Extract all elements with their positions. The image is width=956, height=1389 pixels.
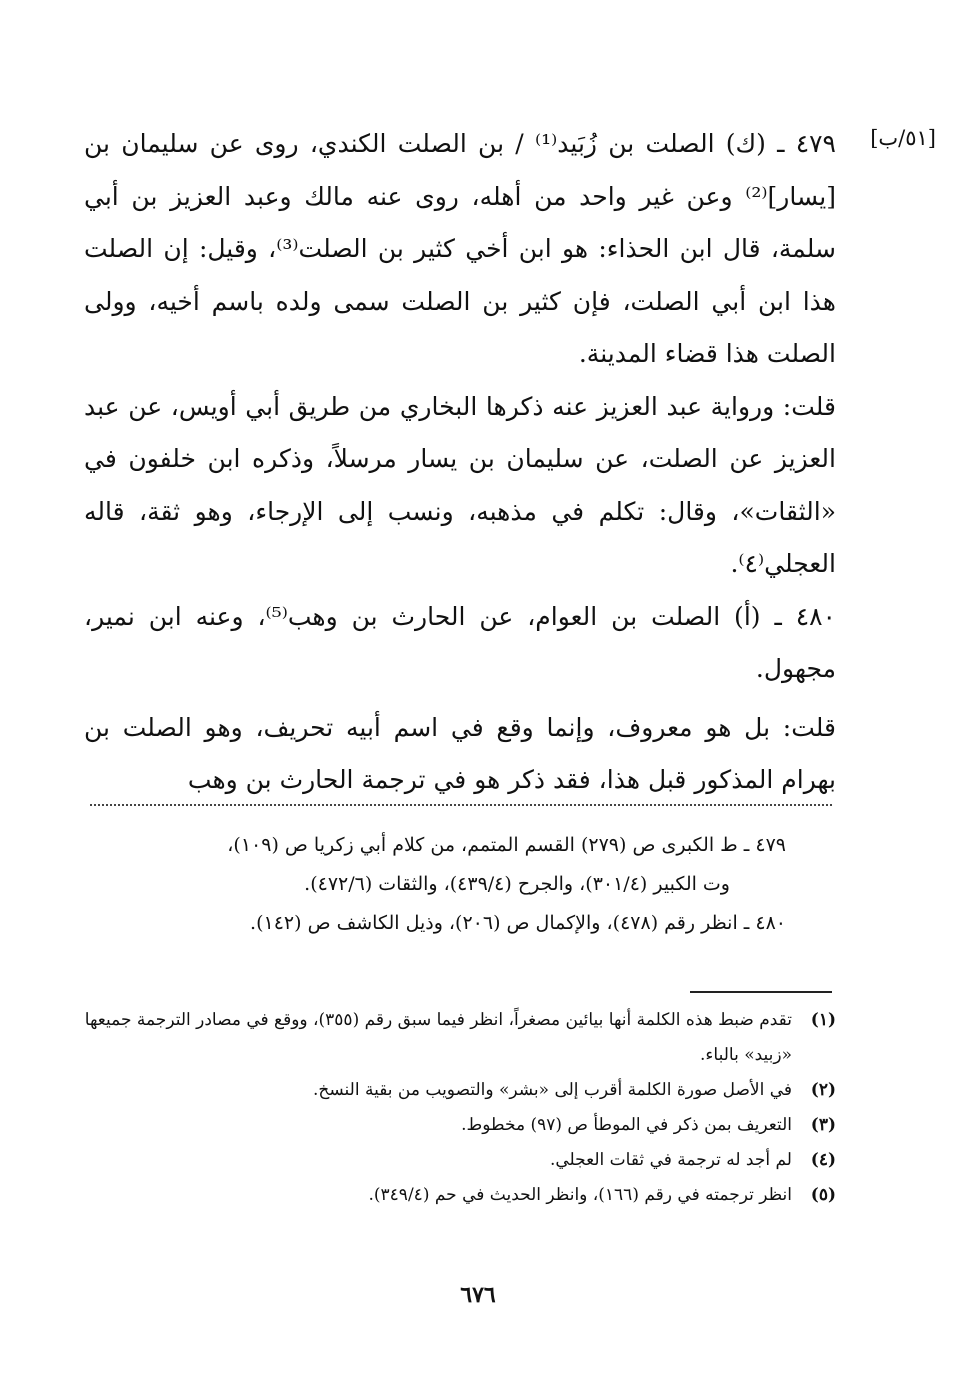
footnote-rule — [690, 991, 832, 993]
entry-480-paragraph: ٤٨٠ ـ (أ) الصلت بن العوام، عن الحارث بن وهب⁽⁵⁾، وعنه ابن نمير، مجهول. — [84, 601, 836, 683]
footnote-text: تقدم ضبط هذه الكلمة أنها بيائين مصغراً، انظر فيما سبق رقم (٣٥٥)، ووقع في مصادر الترجمة جميعها «زبيد» بالباء. — [84, 1010, 792, 1065]
footnote-number: (٥) — [810, 1185, 836, 1205]
commentary-479-paragraph: قلت: ورواية عبد العزيز عنه ذكرها البخاري من طريق أبي أويس، عن عبد العزيز عن الصلت، عن سليمان بن يسار مرسلاً، وذكره ابن خلفون في «الثقات»، وقال: تكلم في مذهبه، ونسب إلى الإرجاء، وهو ثقة، قاله العجلي⁽٤⁾. — [84, 391, 836, 578]
annotation-line: ٤٨٠ ـ انظر رقم (٤٧٨)، والإكمال ص (٢٠٦)، وذيل الكاشف ص (١٤٢). — [250, 912, 786, 934]
annotation-line: ٤٧٩ ـ ط الكبرى ص (٢٧٩) القسم المتمم، من كلام أبي زكريا ص (١٠٩)، — [227, 834, 786, 856]
footnote-4 — [84, 1143, 836, 1178]
footnote-text: في الأصل صورة الكلمة أقرب إلى «بشر» والتصويب من بقية النسخ. — [312, 1080, 792, 1100]
margin-folio-reference: [٥١/ب] — [870, 126, 936, 150]
footnotes — [84, 1003, 836, 1213]
footnote-number: (٤) — [810, 1150, 836, 1170]
main-text-body — [84, 118, 836, 807]
footnote-number: (١) — [810, 1010, 836, 1030]
annotation-dotted-separator — [90, 804, 832, 806]
entry-479-paragraph: ٤٧٩ ـ (ك) الصلت بن زُبَيد⁽¹⁾ / بن الصلت الكندي، روى عن سليمان بن [يسار]⁽²⁾ وعن غير واحد من أهله، روى عنه مالك وعبد العزيز بن أبي سلمة، قال ابن الحذاء: هو ابن أخي كثير بن الصلت⁽³⁾، وقيل: إن الصلت هذا ابن أبي الصلت، فإن كثير بن الصلت سمى ولده باسم أخيه، وولى الصلت هذا قضاء المدينة. — [84, 129, 836, 368]
footnote-2 — [84, 1073, 836, 1108]
commentary-480-paragraph: قلت: بل هو معروف، وإنما وقع في اسم أبيه تحريف، وهو الصلت بن بهرام المذكور قبل هذا، فقد ذكر هو في ترجمة الحارث بن وهب — [84, 712, 836, 794]
footnote-text: انظر ترجمته في رقم (١٦٦)، وانظر الحديث في حم (٣٤٩/٤). — [368, 1185, 792, 1205]
page-number: ٦٧٦ — [460, 1282, 496, 1308]
annotation-line: وت الكبير (٣٠١/٤)، والجرح (٤٣٩/٤)، والثقات (٤٧٢/٦). — [304, 873, 730, 895]
footnote-number: (٢) — [810, 1080, 836, 1100]
footnote-1 — [84, 1003, 836, 1073]
footnote-3 — [84, 1108, 836, 1143]
footnote-text: لم أجد له ترجمة في ثقات العجلي. — [549, 1150, 792, 1170]
source-annotations — [110, 826, 786, 943]
footnote-text: التعريف بمن ذكر في الموطأ ص (٩٧) مخطوط. — [461, 1115, 792, 1135]
footnote-number: (٣) — [810, 1115, 836, 1135]
footnote-5 — [84, 1178, 836, 1213]
